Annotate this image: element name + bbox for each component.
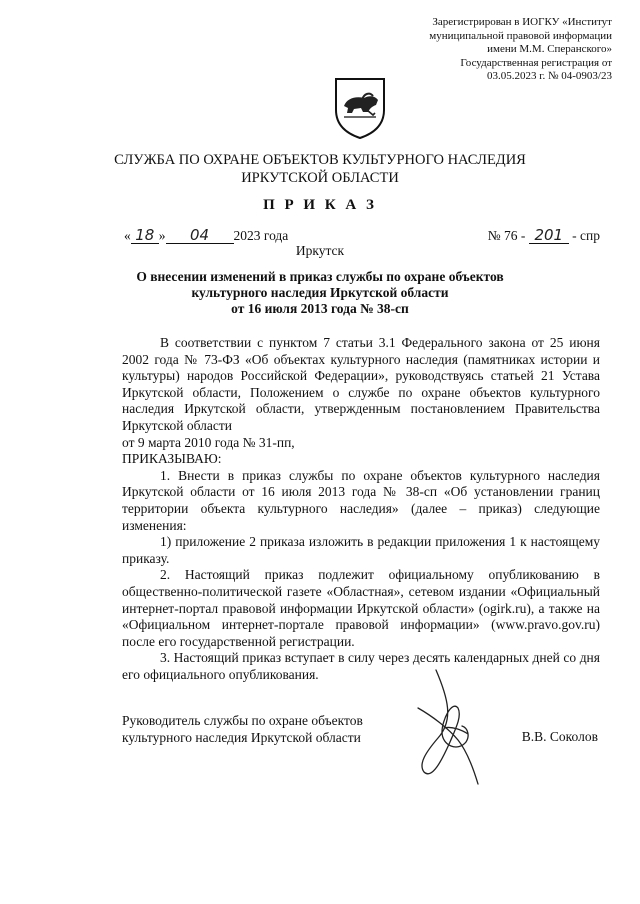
document-city: Иркутск (295, 243, 345, 258)
date-month-handwritten: 04 (166, 228, 234, 244)
number-suffix: - спр (572, 228, 600, 243)
preamble-continuation: от 9 марта 2010 года № 31-пп, (122, 434, 295, 450)
number-handwritten: 201 (529, 228, 569, 244)
date-close-quote: » (158, 228, 166, 243)
agency-name (60, 151, 580, 187)
registration-line: Зарегистрирован в ИОГКУ «Институт (432, 16, 612, 28)
signatory-position (122, 713, 363, 746)
title-line: О внесении изменений в приказ службы по охране объектов (136, 269, 504, 284)
order-word: ПРИКАЗЫВАЮ: (122, 451, 222, 467)
order-item-2: 2. Настоящий приказ подлежит официальному опубликованию в общественно-политической газете «Областная», сетевом издании «Официальный интернет-портал правовой информации Иркутской области» (ogirk.ru), а также на «Официальном интернет-портале правовой информации» (www.pravo.gov.ru) после его государственной регистрации. (122, 567, 600, 649)
agency-name-line: ИРКУТСКОЙ ОБЛАСТИ (241, 170, 399, 186)
handwritten-signature-icon (408, 668, 486, 788)
registration-line: Государственная регистрация от (460, 56, 612, 69)
signatory-position-line: Руководитель службы по охране объектов (122, 713, 363, 728)
order-item-1: 1. Внести в приказ службы по охране объектов культурного наследия Иркутской области от 16 июля 2013 года № 38-сп «Об установлении границ территории объекта культурного наследия» (далее – приказ) следующие изменения: (122, 467, 600, 533)
signatory-position-line: культурного наследия Иркутской области (122, 729, 361, 745)
preamble-paragraph: В соответствии с пунктом 7 статьи 3.1 Федерального закона от 25 июня 2002 года № 73-ФЗ «Об объектах культурного наследия (памятниках истории и культуры) народов Российской Федерации», руководствуясь статьей 21 Устава Иркутской области, Положением о службе по охране объектов культурного наследия Иркутской области, утвержденным постановлением Правительства Иркутской области (122, 335, 600, 433)
date-year: 2023 года (233, 228, 289, 243)
date-open-quote: « (124, 228, 131, 243)
document-title (120, 269, 520, 317)
agency-name-line: СЛУЖБА ПО ОХРАНЕ ОБЪЕКТОВ КУЛЬТУРНОГО НАСЛЕДИЯ (114, 152, 526, 168)
registration-note (352, 16, 612, 84)
signatory-name: В.В. Соколов (521, 729, 598, 744)
irkutsk-coat-of-arms-icon (332, 76, 388, 140)
registration-line: муниципальной правовой информации (429, 29, 612, 42)
date-day-handwritten: 18 (131, 228, 159, 244)
document-date (124, 228, 288, 244)
document-type: П Р И К А З (263, 197, 377, 213)
title-line: культурного наследия Иркутской области (191, 285, 449, 300)
registration-line: 03.05.2023 г. № 04-0903/23 (487, 70, 612, 82)
title-line: от 16 июля 2013 года № 38-сп (231, 301, 409, 316)
document-body (122, 335, 600, 683)
document-number (488, 228, 600, 244)
order-item-3: 3. Настоящий приказ вступает в силу через десять календарных дней со дня его официального опубликования. (122, 650, 600, 682)
registration-line: имени М.М. Сперанского» (487, 43, 612, 55)
number-prefix: № 76 - (487, 228, 526, 243)
order-item-1-subitem: 1) приложение 2 приказа изложить в редакции приложения 1 к настоящему приказу. (122, 534, 600, 566)
